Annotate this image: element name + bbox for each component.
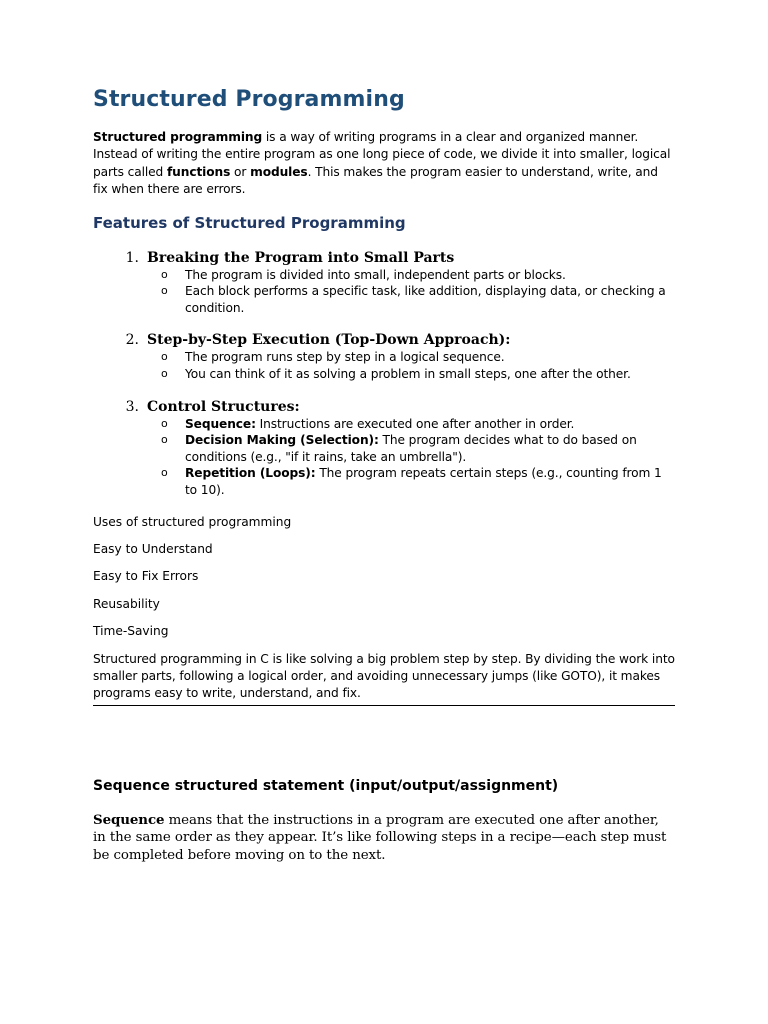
sequence-text: means that the instructions in a program are executed one after another, in the same order as they appear. It’s like following steps in a recipe—each step must be completed before moving on to the next.	[93, 812, 667, 863]
bullet-text: Instructions are executed one after another in order.	[255, 416, 575, 431]
feature-number: 2.	[125, 332, 139, 349]
feature-item	[93, 249, 675, 317]
feature-title: Breaking the Program into Small Parts	[147, 249, 455, 266]
feature-heading	[93, 249, 675, 267]
bullet-item	[161, 349, 675, 366]
feature-bullets	[93, 267, 675, 317]
bullet-marker: o	[161, 284, 168, 298]
intro-text-1: is a way of writing programs in a clear and organized manner. Instead of writing the entire program as one long piece of code, we divide it into smaller, logical parts called	[93, 130, 671, 179]
bullet-bold: Decision Making (Selection):	[185, 433, 379, 448]
feature-item	[93, 398, 675, 499]
features-heading: Features of Structured Programming	[93, 213, 406, 232]
bullet-text: The program is divided into small, independent parts or blocks.	[185, 267, 566, 282]
intro-paragraph	[93, 129, 675, 199]
feature-bullets	[93, 349, 675, 382]
bullet-item	[161, 416, 675, 433]
bullet-bold: Repetition (Loops):	[185, 466, 316, 481]
bullet-item	[161, 267, 675, 284]
bullet-marker: o	[161, 367, 168, 380]
sequence-paragraph	[93, 812, 675, 865]
bullet-marker: o	[161, 466, 168, 480]
intro-text-2: or	[230, 164, 251, 179]
bullet-marker: o	[161, 267, 168, 281]
feature-number: 3.	[125, 398, 139, 415]
use-item: Easy to Understand	[93, 541, 213, 556]
bullet-item	[161, 283, 675, 316]
bullet-marker: o	[161, 416, 168, 430]
feature-item	[93, 331, 675, 382]
use-item: Easy to Fix Errors	[93, 569, 199, 584]
bullet-text: Each block performs a specific task, like addition, displaying data, or checking a condition.	[185, 284, 666, 315]
sequence-heading: Sequence structured statement (input/output/assignment)	[93, 777, 559, 794]
page-title: Structured Programming	[93, 87, 405, 112]
feature-title: Step-by-Step Execution (Top-Down Approach):	[147, 332, 511, 349]
features-list	[93, 249, 675, 499]
bullet-text: You can think of it as solving a problem in small steps, one after the other.	[185, 367, 631, 381]
intro-lead-bold: Structured programming	[93, 130, 263, 144]
bullet-text: The program runs step by step in a logical sequence.	[185, 350, 505, 365]
bullet-item	[161, 432, 675, 465]
uses-heading: Uses of structured programming	[93, 514, 292, 529]
closing-paragraph: Structured programming in C is like solving a big problem step by step. By dividing the work into smaller parts, following a logical order, and avoiding unnecessary jumps (like GOTO), it makes programs easy to write, understand, and fix.	[93, 651, 675, 701]
intro-modules-bold: modules	[250, 164, 308, 179]
bullet-text: The program decides what to do based on conditions (e.g., "if it rains, take an umbrella").	[185, 433, 637, 464]
sequence-lead-bold: Sequence	[93, 811, 165, 828]
bullet-marker: o	[161, 433, 168, 447]
document-content	[93, 85, 675, 865]
bullet-item	[161, 366, 675, 383]
horizontal-rule	[93, 705, 675, 706]
bullet-item	[161, 465, 675, 498]
bullet-bold: Sequence:	[185, 416, 256, 431]
feature-title: Control Structures:	[147, 398, 300, 415]
feature-number: 1.	[125, 249, 139, 266]
intro-text-3: . This makes the program easier to understand, write, and fix when there are errors.	[93, 164, 658, 197]
feature-heading	[93, 331, 675, 349]
use-item: Reusability	[93, 596, 160, 611]
intro-functions-bold: functions	[166, 164, 231, 179]
feature-bullets	[93, 416, 675, 499]
bullet-text: The program repeats certain steps (e.g., counting from 1 to 10).	[185, 466, 662, 497]
feature-heading	[93, 398, 675, 416]
bullet-marker: o	[161, 350, 168, 364]
use-item: Time-Saving	[93, 624, 169, 639]
